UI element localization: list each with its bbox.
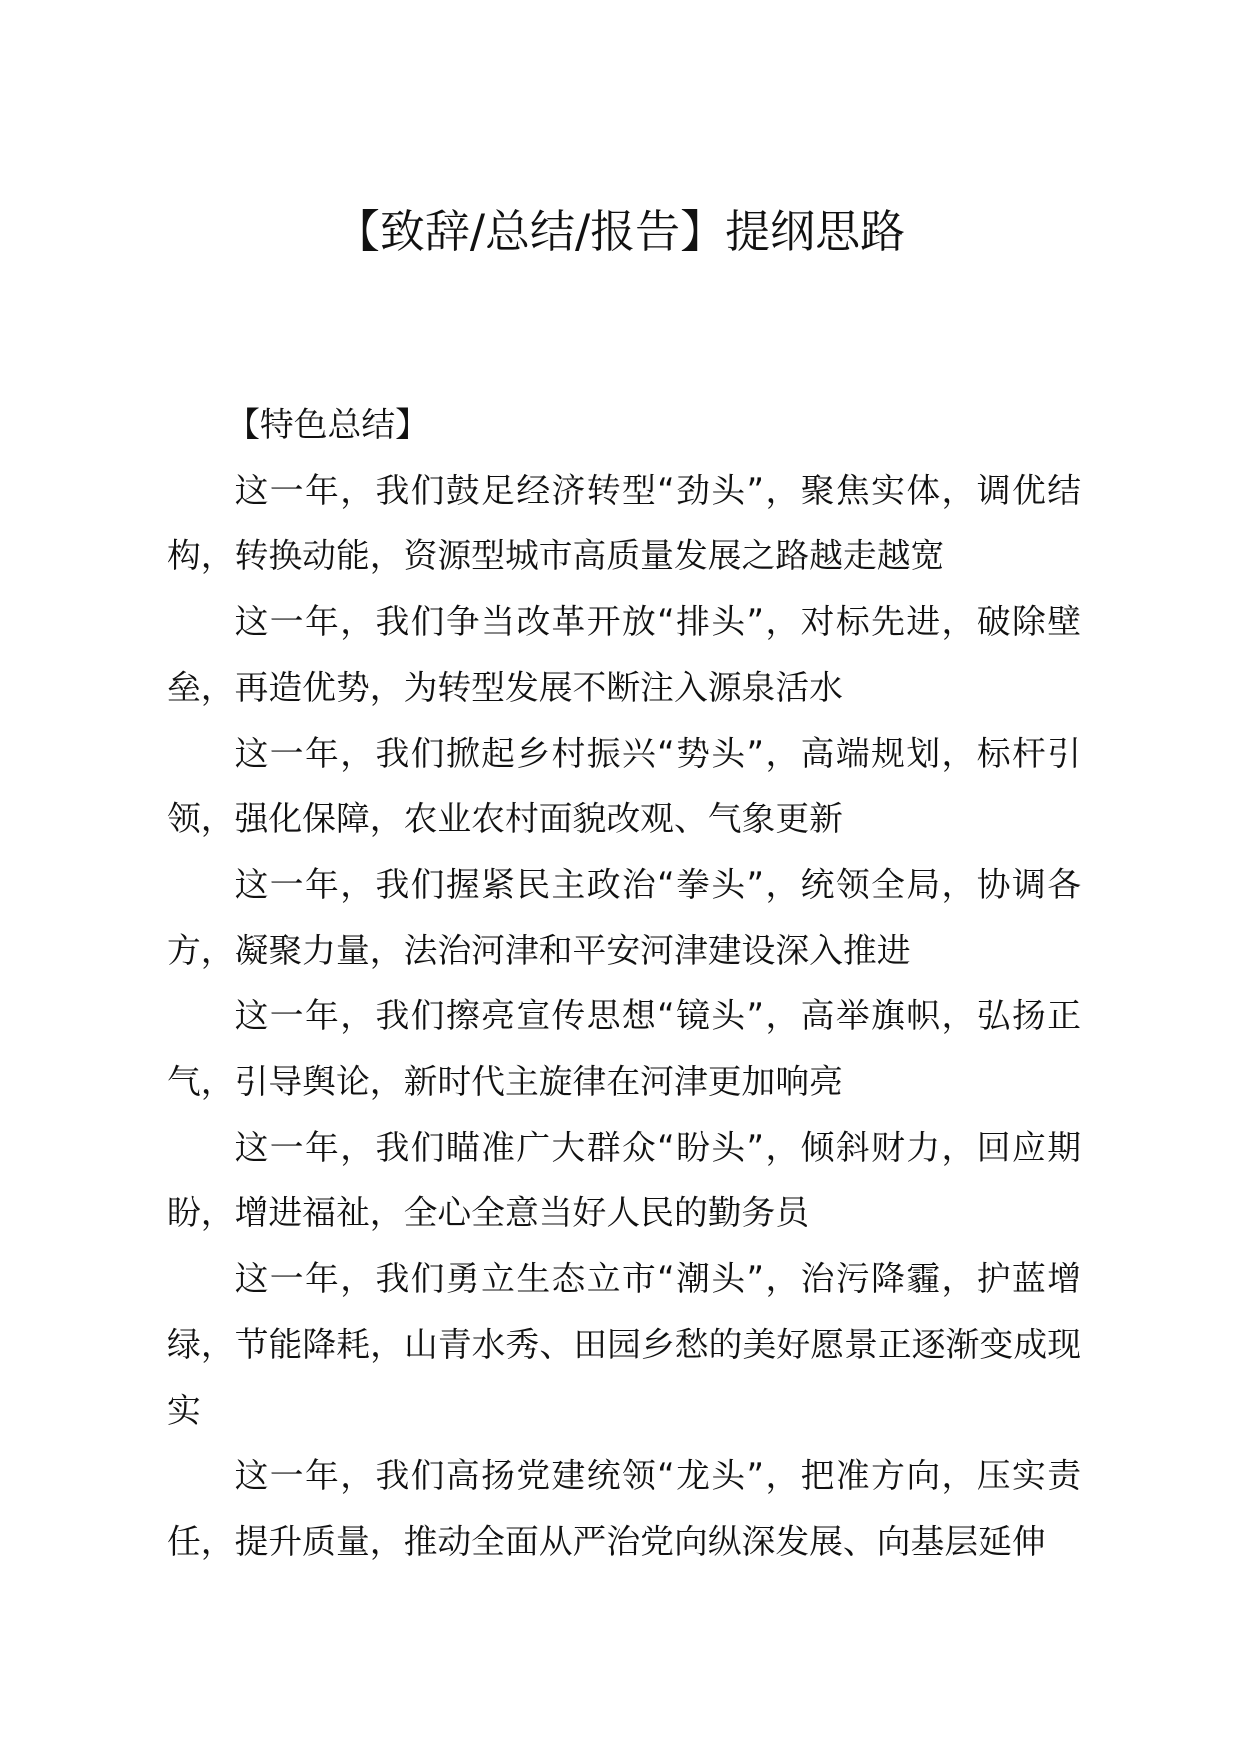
paragraph: 这一年，我们勇立生态立市“潮头”，治污降霾，护蓝增绿，节能降耗，山青水秀、田园乡愁的美好愿景正逐渐变成现实 (167, 1259, 1081, 1430)
paragraph: 这一年，我们擦亮宣传思想“镜头”，高举旗帜，弘扬正气，引导舆论，新时代主旋律在河津更加响亮 (167, 996, 1081, 1102)
paragraph: 这一年，我们握紧民主政治“拳头”，统领全局，协调各方，凝聚力量，法治河津和平安河津建设深入推进 (167, 864, 1081, 970)
paragraph: 这一年，我们瞄准广大群众“盼头”，倾斜财力，回应期盼，增进福祉，全心全意当好人民的勤务员 (167, 1127, 1081, 1233)
paragraph: 这一年，我们高扬党建统领“龙头”，把准方向，压实责任，提升质量，推动全面从严治党向纵深发展、向基层延伸 (167, 1456, 1081, 1561)
paragraph: 这一年，我们鼓足经济转型“劲头”，聚焦实体，调优结构，转换动能，资源型城市高质量发展之路越走越宽 (167, 470, 1081, 576)
section-heading: 【特色总结】 (226, 405, 429, 444)
paragraph: 这一年，我们掀起乡村振兴“势头”，高端规划，标杆引领，强化保障，农业农村面貌改观、气象更新 (167, 733, 1081, 839)
document-body (167, 392, 1081, 1575)
document-title: 【致辞/总结/报告】提纲思路 (334, 205, 906, 258)
paragraph: 这一年，我们争当改革开放“排头”，对标先进，破除壁垒，再造优势，为转型发展不断注入源泉活水 (167, 602, 1081, 707)
